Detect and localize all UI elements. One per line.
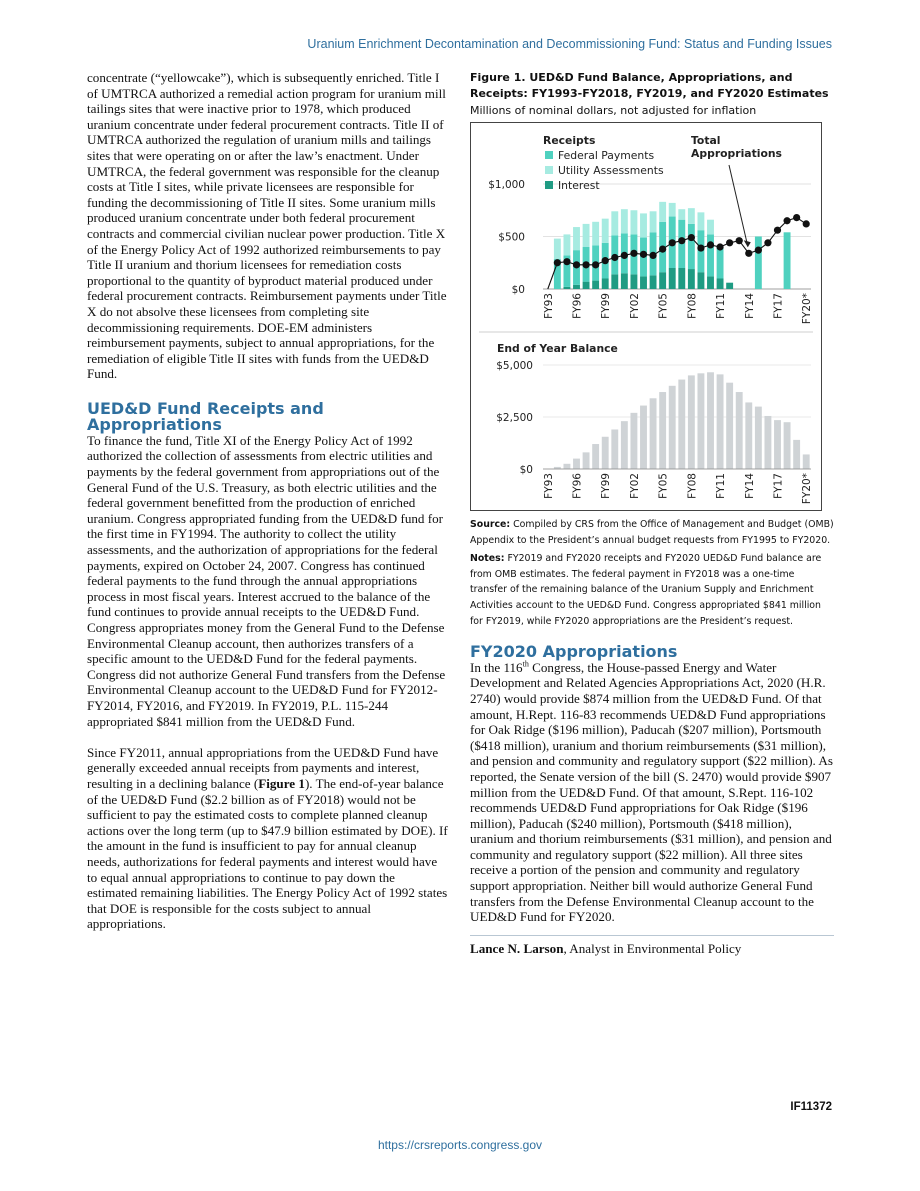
- balance-bar: [764, 416, 771, 469]
- appropriations-point: [649, 252, 656, 259]
- author-title: , Analyst in Environmental Policy: [563, 940, 742, 956]
- fy2020-text-b: Congress, the House-passed Energy and Water Development and Related Agencies Appropriations Act, 2020 (H.R. 2740) would provide $874 million from the UED&D Fund. Of that amount, H.Rept. 116-83 recommends UED&D Fund appropriations for Oak Ridge ($196 million), Paducah ($207 million), Portsmouth ($418 million), uranium and thorium reimbursements ($31 million), and pension and community and regulatory support ($22 million). As reported, the Senate version of the bill (S. 2470) would provide $907 million from the UED&D Fund. Of that amount, S.Rept. 116-102 recommends UED&D Fund appropriations for Oak Ridge ($196 million), Paducah ($240 million), Portsmouth ($418 million), uranium and thorium reimbursements ($31 million), and pension and community and regulatory support ($22 million). All three sites receive a portion of the pension and community and regulatory support appropriation. Neither bill would authorize General Fund transfers from the Defense Environmental Cleanup account to the UED&D Fund for FY2020.: [470, 659, 833, 925]
- balance-bar: [736, 392, 743, 469]
- bar-interest: [688, 269, 695, 289]
- fy2020-text-a: In the 116: [470, 659, 523, 675]
- balance-panel: [496, 342, 813, 504]
- appropriations-point: [745, 250, 752, 257]
- appropriations-point: [697, 245, 704, 252]
- notes-label: Notes:: [470, 552, 505, 564]
- bar-interest: [630, 274, 637, 289]
- appropriations-point: [602, 257, 609, 264]
- appropriations-point: [611, 254, 618, 261]
- annotation-arrowhead: [744, 240, 751, 247]
- figure-notes: [470, 551, 834, 630]
- appropriations-point: [554, 259, 561, 266]
- x-tick-label: FY17: [772, 473, 785, 500]
- body-paragraph-fy2020: [470, 660, 834, 925]
- figure-chart-frame: [470, 122, 822, 511]
- bar-interest: [717, 279, 724, 290]
- legend-label: Utility Assessments: [558, 164, 664, 178]
- appropriations-point: [707, 241, 714, 248]
- x-tick-label: FY02: [628, 473, 641, 500]
- bar-utility-assessments: [611, 211, 618, 235]
- body-paragraph-receipts: To finance the fund, Title XI of the Energy Policy Act of 1992 authorized the collection of assessments from electric utilities and payments by the federal government from appropriations out of the General Fund of the U.S. Treasury, as both electric utilities and the federal government benefitted from the production of enriched uranium. Congress appropriated funding from the UED&D fund for the first time in FY1994. The authority to collect the utility assessments, and the authorization of appropriations for the federal payments, expired on October 24, 2007. Congress has continued federal payments to the fund through the annual appropriations process in most fiscal years. Interest accrued to the balance of the fund continues to provide annual receipts to the UED&D Fund. Congress appropriates money from the General Fund to the Defense Environmental Cleanup account, then authorizes transfers of a specific amount to the UED&D Fund for the federal payments. Congress did not authorize General Fund transfers from the Defense Environmental Cleanup account to the UED&D Fund for FY2012-FY2014, FY2016, and FY2019. In FY2019, P.L. 115-244 appropriated $841 million from the UED&D Fund.: [87, 432, 446, 729]
- y-tick-label: $2,500: [496, 412, 533, 425]
- bar-utility-assessments: [563, 235, 570, 256]
- x-tick-label: FY02: [628, 293, 641, 320]
- bar-interest: [573, 285, 580, 289]
- balance-bar: [726, 383, 733, 469]
- bar-interest: [650, 276, 657, 290]
- bar-interest: [707, 277, 714, 290]
- appropriations-point: [755, 247, 762, 254]
- bar-interest: [697, 272, 704, 289]
- bar-utility-assessments: [678, 209, 685, 220]
- bar-utility-assessments: [650, 211, 657, 232]
- bar-utility-assessments: [602, 219, 609, 243]
- y-tick-label: $1,000: [488, 179, 525, 192]
- bar-utility-assessments: [573, 227, 580, 250]
- y-tick-label: $5,000: [496, 360, 533, 373]
- appropriations-point: [563, 258, 570, 265]
- running-header: Uranium Enrichment Decontamination and Decommissioning Fund: Status and Funding Issues: [307, 37, 832, 51]
- author-divider: [470, 935, 834, 936]
- balance-bar: [793, 440, 800, 469]
- balance-bar: [573, 459, 580, 469]
- x-tick-label: FY99: [600, 473, 613, 500]
- section-heading-receipts: UED&D Fund Receipts and Appropriations: [87, 398, 324, 434]
- bar-interest: [669, 268, 676, 289]
- appropriations-point: [621, 252, 628, 259]
- author-name: Lance N. Larson: [470, 940, 564, 956]
- bar-interest: [659, 272, 666, 289]
- appropriations-point: [582, 261, 589, 268]
- balance-bar: [755, 407, 762, 469]
- balance-bar: [563, 464, 570, 469]
- balance-bar: [630, 413, 637, 469]
- appropriations-point: [803, 220, 810, 227]
- x-tick-label: FY11: [715, 473, 728, 500]
- x-tick-label: FY96: [571, 473, 584, 500]
- balance-bar: [659, 392, 666, 469]
- bar-utility-assessments: [640, 214, 647, 238]
- balance-bar: [669, 386, 676, 469]
- appropriations-point: [630, 250, 637, 257]
- balance-text-b: ). The end-of-year balance of the UED&D Fund ($2.2 billion as of FY2018) would not be sufficient to pay the estimated costs to complete planned cleanup actions over the long term (up to $47.9 billion estimated by DOE). If the amount in the fund is insufficient to pay for annual cleanup needs, authorizations for federal payments and interest would have to equal annual appropriations to continue to pay down the estimated remaining liabilities. The Energy Policy Act of 1992 states that DOE is responsible for the costs subject to annual appropriations.: [87, 775, 448, 932]
- appropriations-point: [659, 246, 666, 253]
- bar-utility-assessments: [583, 224, 590, 247]
- bar-federal-payments: [755, 237, 762, 290]
- x-tick-label: FY93: [542, 293, 555, 320]
- appropriations-point: [783, 217, 790, 224]
- annotation-arrow: [729, 165, 748, 246]
- balance-bar: [688, 376, 695, 470]
- appropriations-point: [736, 237, 743, 244]
- x-tick-label: FY05: [657, 293, 670, 320]
- balance-bar: [621, 421, 628, 469]
- legend-swatch: [545, 166, 553, 174]
- footer-url[interactable]: https://crsreports.congress.gov: [377, 1138, 543, 1152]
- appropriations-point: [774, 227, 781, 234]
- bar-interest: [592, 281, 599, 289]
- balance-text-a: Since FY2011, annual appropriations from the UED&D Fund have generally exceeded annual receipts from payments and interest, resulting in a declining balance (: [87, 744, 439, 791]
- x-tick-label: FY14: [743, 293, 756, 320]
- appropriations-point: [688, 234, 695, 241]
- source-text: Compiled by CRS from the Office of Management and Budget (OMB) Appendix to the President’s annual budget requests from FY1995 to FY2020.: [470, 519, 834, 546]
- balance-bar: [784, 422, 791, 469]
- appropriations-point: [592, 261, 599, 268]
- balance-bar: [678, 380, 685, 469]
- bar-interest: [678, 268, 685, 289]
- balance-bar: [602, 437, 609, 469]
- figure-reference[interactable]: Figure 1: [258, 775, 305, 791]
- balance-bar: [707, 372, 714, 469]
- figure-source: [470, 517, 834, 549]
- bar-utility-assessments: [707, 220, 714, 235]
- x-tick-label: FY99: [600, 293, 613, 320]
- x-tick-label: FY05: [657, 473, 670, 500]
- figure-chart: [471, 123, 821, 510]
- x-tick-label: FY20*: [801, 293, 814, 325]
- bar-interest: [726, 283, 733, 289]
- y-tick-label: $0: [511, 284, 525, 297]
- bar-interest: [621, 273, 628, 289]
- bar-utility-assessments: [688, 208, 695, 224]
- section-heading-fy2020: FY2020 Appropriations: [470, 641, 678, 661]
- ordinal-suffix: th: [522, 659, 529, 669]
- appropriations-point: [726, 239, 733, 246]
- left-column: [87, 70, 448, 932]
- x-tick-label: FY96: [571, 293, 584, 320]
- bar-interest: [611, 274, 618, 289]
- bar-utility-assessments: [621, 209, 628, 233]
- body-paragraph-umtrca: concentrate (“yellowcake”), which is subsequently enriched. Title I of UMTRCA authorized a remedial action program for uranium mill tailings sites that were inactive prior to 1978, which produced uranium concentrate under federal procurement contracts. Title II of UMTRCA authorized the regulation of uranium mills and tailings sites that were operating on or after the law’s enactment. Under UMTRCA, the federal government was responsible for the cleanup costs at Title I sites, while private licensees are responsible for funding the decommissioning of Title II sites. Some uranium mills produced uranium concentrate under both federal procurement contracts and commercial civilian nuclear power production. Title X of the Energy Policy Act of 1992 authorized reimbursements to pay Title II uranium and thorium licensees for remediation costs proportional to the quantity of byproduct material produced under federal procurement contracts. Reimbursement payments under Title X do not absolve these licensees from completing site decommissioning requirements. DOE-EM administers reimbursement payments, subject to annual appropriations, for the remediation of eligible Title II sites with funds from the UED&D Fund.: [87, 70, 447, 382]
- y-tick-label: $0: [519, 464, 533, 477]
- x-tick-label: FY93: [542, 473, 555, 500]
- document-id: IF11372: [790, 1101, 832, 1113]
- legend-swatch: [545, 151, 553, 159]
- notes-text: FY2019 and FY2020 receipts and FY2020 UED&D Fund balance are from OMB estimates. The federal payment in FY2018 was a one-time transfer of the remaining balance of the Uranium Supply and Enrichment Activities account to the UED&D Fund. Congress appropriated $841 million for FY2019, while FY2020 appropriations are the President’s request.: [470, 552, 822, 627]
- appropriations-point: [716, 244, 723, 251]
- author-line: [470, 941, 834, 957]
- appropriations-point: [764, 239, 771, 246]
- y-tick-label: $500: [498, 231, 525, 244]
- bar-federal-payments: [717, 247, 724, 279]
- x-tick-label: FY11: [715, 293, 728, 320]
- balance-bar: [774, 420, 781, 469]
- bar-utility-assessments: [630, 210, 637, 234]
- balance-bar: [650, 398, 657, 469]
- bar-interest: [602, 279, 609, 290]
- bar-utility-assessments: [659, 202, 666, 222]
- source-label: Source:: [470, 519, 511, 531]
- x-tick-label: FY17: [772, 293, 785, 320]
- right-column: [470, 70, 834, 957]
- legend-label: Interest: [558, 179, 600, 193]
- balance-bar: [745, 403, 752, 470]
- appropriations-point: [573, 261, 580, 268]
- balance-bar: [717, 375, 724, 470]
- receipts-panel: [479, 134, 813, 332]
- line-annotation-label: Total: [691, 134, 721, 148]
- balance-bar: [592, 444, 599, 469]
- body-paragraph-balance: [87, 745, 448, 932]
- legend-swatch: [545, 181, 553, 189]
- bar-federal-payments: [707, 235, 714, 277]
- appropriations-point: [669, 239, 676, 246]
- x-tick-label: FY20*: [801, 473, 814, 505]
- balance-bar: [583, 453, 590, 470]
- bar-federal-payments: [784, 232, 791, 289]
- appropriations-point: [793, 214, 800, 221]
- bar-interest: [563, 287, 570, 289]
- bar-interest: [640, 277, 647, 290]
- legend-label: Federal Payments: [558, 149, 655, 163]
- x-tick-label: FY14: [743, 473, 756, 500]
- balance-bar: [611, 430, 618, 470]
- balance-bar: [640, 406, 647, 469]
- balance-bar: [697, 374, 704, 470]
- bar-utility-assessments: [669, 203, 676, 217]
- line-annotation-label: Appropriations: [691, 147, 782, 161]
- bar-federal-payments: [688, 224, 695, 269]
- balance-title: End of Year Balance: [497, 342, 618, 356]
- bar-utility-assessments: [697, 213, 704, 231]
- figure-title: Figure 1. UED&D Fund Balance, Appropriations, and Receipts: FY1993-FY2018, FY2019, and FY2020 Estimates: [470, 71, 829, 100]
- bar-utility-assessments: [592, 222, 599, 246]
- x-tick-label: FY08: [686, 473, 699, 500]
- balance-bar: [803, 455, 810, 470]
- bar-interest: [583, 282, 590, 289]
- x-tick-label: FY08: [686, 293, 699, 320]
- figure-subtitle: Millions of nominal dollars, not adjusted for inflation: [470, 104, 757, 118]
- appropriations-point: [640, 251, 647, 258]
- legend-title: Receipts: [543, 134, 596, 148]
- appropriations-point: [678, 237, 685, 244]
- bar-utility-assessments: [554, 239, 561, 259]
